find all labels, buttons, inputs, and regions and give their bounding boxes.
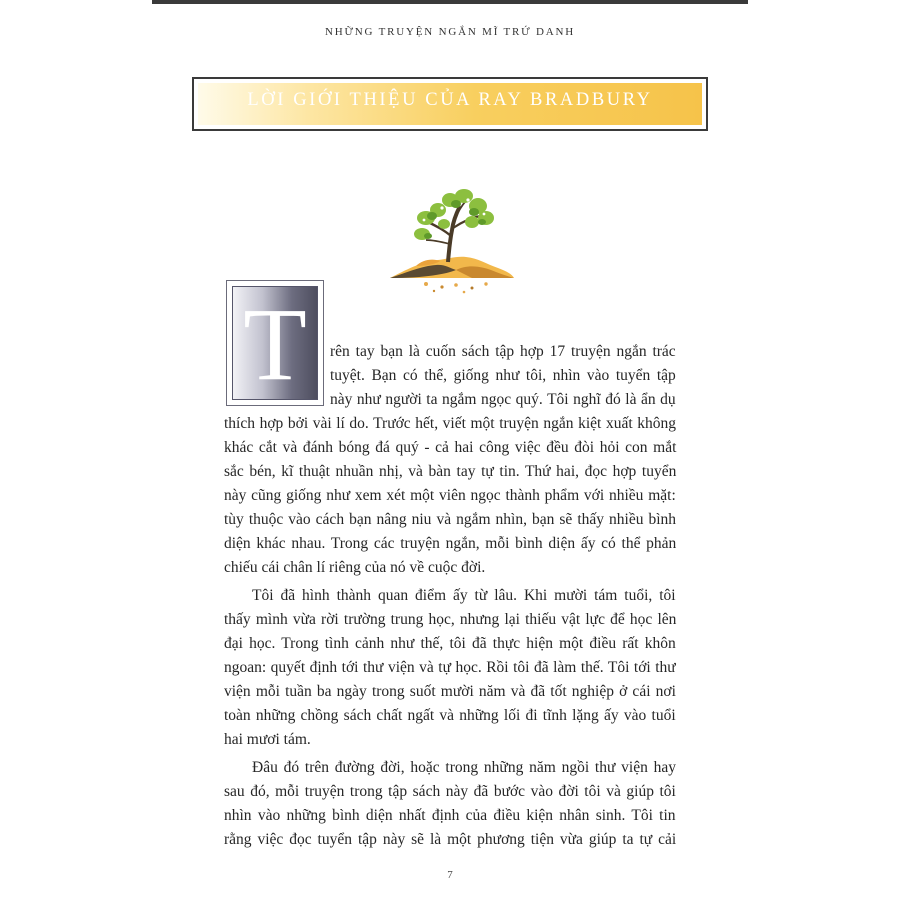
drop-cap-frame — [226, 280, 324, 406]
text-line: diện khác nhau. Trong các truyện ngắn, mỗi bình diện ấy có thể phản — [224, 535, 677, 552]
text-line: nhìn vào những bình diện nhất định của điều kiện nhân sinh. Tôi tin — [224, 807, 676, 824]
text-line: chiếu cái chân lí riêng của nó về cuộc đời. — [224, 559, 486, 576]
text-line: sau đó, mỗi truyện trong tập sách này đã bước vào đời tôi và giúp tôi — [224, 783, 676, 800]
text-line: sắc bén, kĩ thuật nhuần nhị, và bàn tay tự tin. Thứ hai, đọc hợp tuyển — [224, 463, 677, 480]
text-line: này như người ta ngắm ngọc quý. Tôi nghĩ đó là ẩn dụ — [330, 391, 676, 408]
drop-cap-panel — [232, 286, 318, 400]
top-rule — [152, 0, 748, 4]
tree-on-rocks-icon — [386, 186, 516, 300]
text-line: ngoan: quyết định tới thư viện và tự học. Rồi tôi đã làm thế. Tôi tới thư — [224, 659, 676, 676]
text-line: hai mươi tám. — [224, 731, 311, 748]
text-line: viện mỗi tuần ba ngày trong suốt mười năm và đã tốt nghiệp ở cái nơi — [224, 683, 676, 700]
page-number: 7 — [447, 869, 453, 881]
chapter-title-frame — [192, 77, 708, 131]
text-line: tùy thuộc vào cách bạn nâng niu và ngắm nhìn, bạn sẽ thấy nhiều bình — [224, 511, 677, 528]
chapter-title: LỜI GIỚI THIỆU CỦA RAY BRADBURY — [247, 90, 653, 110]
text-line: Tôi đã hình thành quan điểm ấy từ lâu. Khi mười tám tuổi, tôi — [252, 587, 676, 604]
text-line: thấy mình vừa rời trường trung học, nhưng lại thiếu vật lực để học lên — [224, 611, 677, 628]
text-line: khác cắt và đánh bóng đá quý - cả hai công việc đều đòi hỏi con mắt — [224, 439, 677, 456]
text-line: tuyệt. Bạn có thể, giống như tôi, nhìn vào tuyển tập — [330, 367, 676, 384]
text-line: rên tay bạn là cuốn sách tập hợp 17 truyện ngắn trác — [330, 343, 676, 360]
chapter-title-band — [198, 83, 702, 125]
text-line: toàn những chồng sách chất ngất và những lối đi tĩnh lặng ấy vào tuổi — [224, 707, 676, 724]
drop-cap-letter: T — [243, 287, 307, 402]
text-line: Đâu đó trên đường đời, hoặc trong những năm ngồi thư viện hay — [252, 759, 677, 776]
text-line: rằng việc đọc tuyển tập này sẽ là một phương tiện vừa giúp ta tự cải — [224, 831, 677, 848]
running-head: NHỮNG TRUYỆN NGẮN MĨ TRỨ DANH — [324, 26, 576, 38]
text-line: này cũng giống như xem xét một viên ngọc thành phẩm với nhiều mặt: — [224, 487, 676, 504]
text-line: đại học. Trong tình cảnh như thế, tôi đã thực hiện một điều rất khôn — [224, 635, 676, 652]
text-line: thích hợp bởi vài lí do. Trước hết, viết một truyện ngắn kiệt xuất không — [224, 415, 676, 432]
